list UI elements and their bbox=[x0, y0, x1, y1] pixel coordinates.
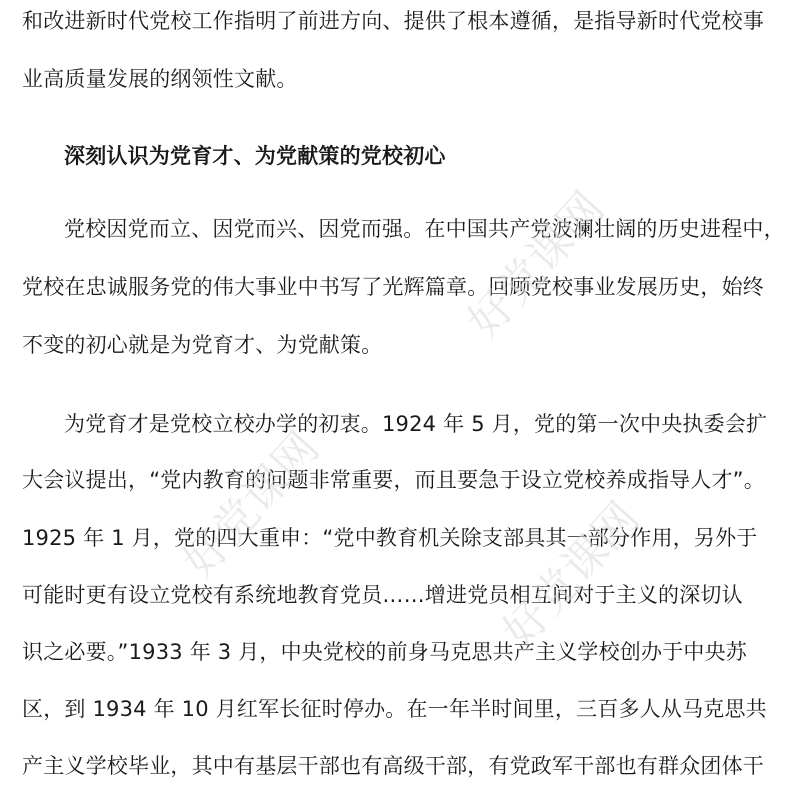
section-heading: 深刻认识为党育才、为党献策的党校初心 bbox=[64, 144, 446, 168]
text-line-5: 不变的初心就是为党育才、为党献策。 bbox=[22, 333, 383, 357]
text-line-9: 可能时更有设立党校有系统地教育党员……增进党员相互间对于主义的深切认 bbox=[22, 583, 743, 607]
text-line-12: 产主义学校毕业，其中有基层干部也有高级干部，有党政军干部也有群众团体干 bbox=[22, 754, 764, 778]
watermark-text-2: 好党课网 bbox=[173, 422, 330, 588]
text-line-10: 识之必要。”1933 年 3 月，中央党校的前身马克思共产主义学校创办于中央苏 bbox=[22, 640, 748, 664]
text-line-6: 为党育才是党校立校办学的初衷。1924 年 5 月，党的第一次中央执委会扩 bbox=[64, 412, 768, 436]
text-line-7: 大会议提出，“党内教育的问题非常重要，而且要急于设立党校养成指导人才”。 bbox=[22, 468, 765, 492]
text-line-4: 党校在忠诚服务党的伟大事业中书写了光辉篇章。回顾党校事业发展历史，始终 bbox=[22, 275, 764, 299]
watermark-text: 好党课网 bbox=[458, 182, 615, 348]
text-line-1: 和改进新时代党校工作指明了前进方向、提供了根本遵循，是指导新时代党校事 bbox=[22, 9, 764, 33]
text-line-8: 1925 年 1 月，党的四大重申：“党中教育机关除支部具其一部分作用，另外于 bbox=[22, 526, 758, 550]
watermark-text-3: 好党课网 bbox=[493, 492, 650, 658]
text-line-2: 业高质量发展的纲领性文献。 bbox=[22, 67, 298, 91]
text-line-3: 党校因党而立、因党而兴、因党而强。在中国共产党波澜壮阔的历史进程中， bbox=[64, 217, 785, 241]
text-line-11: 区，到 1934 年 10 月红军长征时停办。在一年半时间里，三百多人从马克思共 bbox=[22, 697, 767, 721]
